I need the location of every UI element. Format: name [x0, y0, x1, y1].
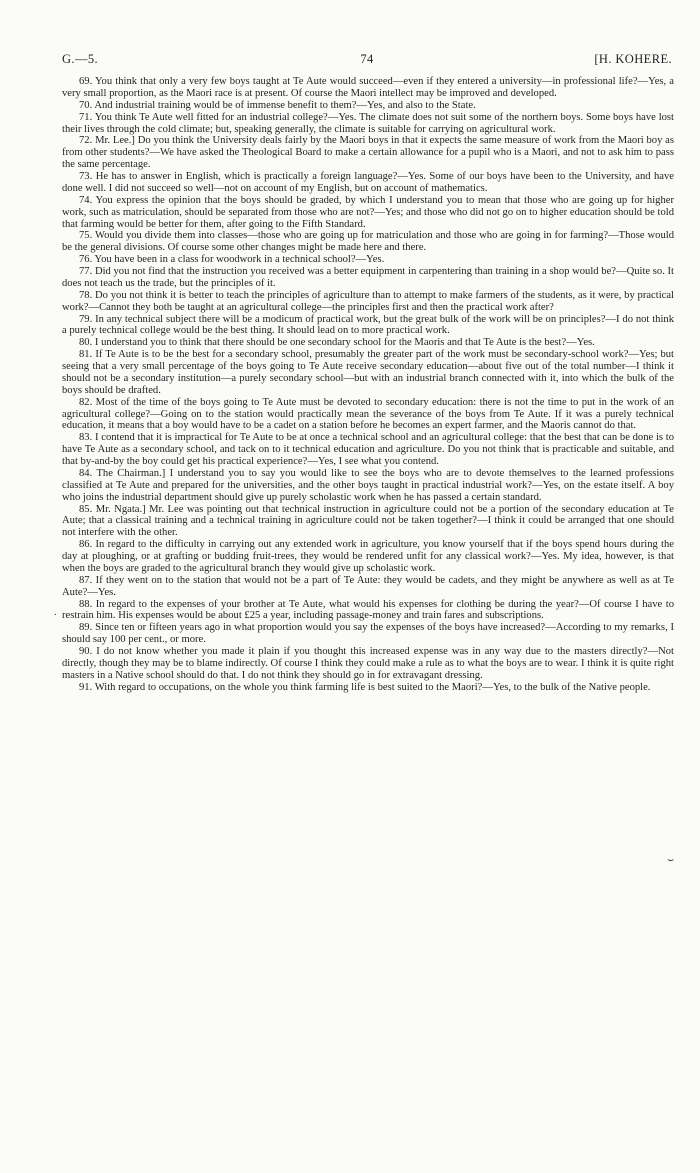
question-answer-text: And industrial training would be of immense benefit to them?—Yes, and also to the State. — [94, 99, 476, 111]
question-number: 84. — [79, 467, 93, 479]
question-answer-text: You think Te Aute well fitted for an industrial college?—Yes. The climate does not suit some of the northern boys. Some boys have lost their lives through the cold climate; but, speaking generally, the climate is suitable for carrying on agricultural work. — [62, 111, 674, 135]
question-number: 86. — [79, 539, 93, 551]
question-paragraph — [62, 622, 674, 646]
question-paragraph — [62, 230, 674, 254]
question-answer-text: I understand you to think that there should be one secondary school for the Maoris and that Te Aute is the best?—Yes. — [94, 337, 595, 349]
question-number: 71. — [79, 111, 93, 123]
page-number: 74 — [360, 52, 374, 66]
question-paragraph — [62, 646, 674, 682]
margin-mark: ⌣ — [667, 854, 675, 866]
margin-mark: . — [54, 606, 57, 618]
question-paragraph — [62, 599, 674, 623]
question-number: 79. — [79, 313, 93, 325]
question-paragraph — [62, 539, 674, 575]
question-answer-text: You have been in a class for woodwork in a technical school?—Yes. — [94, 254, 385, 266]
question-answer-text: You express the opinion that the boys should be graded, by which I understand you to mean that those who are going up for higher work, such as matriculation, should be separated from those who are not?—Yes; and those who did not go on to higher education should be told that farming would be better for them, after going to the Fifth Standard. — [62, 194, 674, 230]
question-number: 88. — [79, 598, 93, 610]
question-paragraph — [62, 266, 674, 290]
question-paragraph — [62, 112, 674, 136]
question-number: 73. — [79, 171, 93, 182]
question-number: 74. — [79, 194, 93, 206]
question-paragraph — [62, 468, 674, 504]
question-answer-text: The Chairman.] I understand you to say you would like to see the boys who are to devote themselves to the learned professions classified at Te Aute and prepared for the universities, and the other boys taught in practical industrial work?—Yes, on the estate itself. A boy who joins the industrial department should give up purely scholastic work when he has passed a certain standard. — [62, 467, 674, 503]
question-number: 69. — [79, 76, 93, 87]
question-number: 91. — [79, 681, 93, 693]
question-answer-text: Mr. Ngata.] Mr. Lee was pointing out that technical instruction in agriculture could not be a portion of the secondary education at Te Aute; that a classical training and a technical training in agriculture could not be taken together?—I think it could be arranged that one should not interfere with the other. — [62, 503, 674, 539]
question-answer-text: If they went on to the station that would not be a part of Te Aute: they would be cadets, and they might be anywhere as well as at Te Aute?—Yes. — [62, 574, 674, 598]
question-answer-text: Did you not find that the instruction you received was a better equipment in carpentering than training in a shop would be?—Quite so. It does not teach us the trade, but the principles of it. — [62, 266, 675, 289]
question-paragraph — [62, 135, 674, 171]
question-answer-text: Mr. Lee.] Do you think the University deals fairly by the Maori boys in that it expects the same measure of work from the Maori boy as from other students?—We have asked the Theological Board to make a certain allowance for a pupil who is a Maori, and not to ask him to pass the same percentage. — [62, 135, 674, 171]
question-number: 76. — [79, 254, 93, 266]
question-answer-text: Would you divide them into classes—those who are going up for matriculation and those who are going in for farming?—Those would be the general divisions. Of course some other changes might be made here and there. — [62, 230, 674, 254]
witness-name: [H. KOHERE. — [594, 52, 672, 66]
question-answer-text: If Te Aute is to be the best for a secondary school, presumably the greater part of the work must be secondary-school work?—Yes; but seeing that a very small percentage of the boys going to Te Aute receive secondary education—about five out of the total number—I think it should not be a secondary institution—a purely secondary school—but with an industrial branch connected with it, into which the bulk of the boys should be drafted. — [62, 349, 674, 396]
question-answer-text: In regard to the difficulty in carrying out any extended work in agriculture, you know yourself that if the boys spend hours during the day at ploughing, or at grafting or budding fruit-trees, they would be rendered unfit for any classical work?—Yes. My idea, however, is that when the boys are graded to the agricultural branch they would give up scholastic work. — [62, 539, 674, 574]
question-answer-text: Since ten or fifteen years ago in what proportion would you say the expenses of the boys have increased?—According to my remarks, I should say 100 per cent., or more. — [62, 622, 674, 646]
question-answer-text: Most of the time of the boys going to Te Aute must be devoted to secondary education: there is not the time to put in the work of an agricultural college?—Going on to the station would practically mean the severance of the boys from Te Aute. If it was a purely technical education, it means that a boy would have to be a cadet on a station before he becomes an expert farmer, and the Maoris cannot do that. — [62, 396, 675, 432]
question-paragraph — [62, 76, 674, 100]
question-number: 70. — [79, 99, 93, 111]
question-paragraph — [62, 575, 674, 599]
question-paragraph — [62, 314, 674, 338]
question-number: 85. — [79, 503, 93, 515]
parliamentary-paper-reference: G.—5. — [62, 52, 99, 66]
question-paragraph — [62, 432, 674, 468]
question-paragraph — [62, 195, 674, 231]
question-paragraph — [62, 682, 674, 694]
question-number: 77. — [79, 266, 93, 277]
question-number: 90. — [79, 646, 93, 657]
question-number: 78. — [79, 289, 93, 301]
question-number: 83. — [79, 432, 93, 444]
question-number: 89. — [79, 622, 93, 634]
question-paragraph — [62, 504, 674, 540]
question-paragraph — [62, 100, 674, 112]
page-body — [62, 76, 674, 694]
question-number: 75. — [79, 230, 93, 242]
question-paragraph — [62, 397, 674, 433]
question-paragraph — [62, 349, 674, 397]
question-answer-text: Do you not think it is better to teach the principles of agriculture than to attempt to make farmers of the students, as it were, by practical work?—Cannot they both be taught at an agricultural college—the principles first and then the practical work after? — [62, 289, 674, 313]
question-answer-text: He has to answer in English, which is practically a foreign language?—Yes. Some of our boys have been to the University, and have done well. I did not succeed so well—not on account of my English, but on account of mathematics. — [62, 171, 674, 194]
question-answer-text: In any technical subject there will be a modicum of practical work, but the great bulk of the work will be on principles?—I do not think a purely technical college would be the best thing. It should lead on to more practical work. — [62, 313, 674, 337]
question-number: 87. — [79, 574, 93, 586]
question-paragraph — [62, 337, 674, 349]
question-answer-text: I contend that it is impractical for Te Aute to be at once a technical school and an agricultural college: that the best that can be done is to have Te Aute as a secondary school, and tack on to it technical education and agriculture. Do you not think that is practicable and suitable, and that by-and-by the boy could get his practical experience?—Yes, I see what you contend. — [62, 432, 674, 467]
question-number: 80. — [79, 337, 93, 349]
question-answer-text: With regard to occupations, on the whole you think farming life is best suited to the Maori?—Yes, to the bulk of the Native people. — [94, 681, 651, 693]
question-number: 82. — [79, 396, 93, 408]
question-answer-text: In regard to the expenses of your brother at Te Aute, what would his expenses for clothing be during the year?—Of course I have to restrain him. His expenses would be about £25 a year, including passage-money and train fares and subscriptions. — [62, 598, 674, 622]
question-number: 72. — [79, 135, 93, 147]
question-paragraph — [62, 171, 674, 195]
question-answer-text: You think that only a very few boys taught at Te Aute would succeed—even if they entered a university—in professional life?—Yes, a very small proportion, as the Maori race is at present. Of course the Maori intellect may be improved and developed. — [62, 76, 674, 99]
question-paragraph — [62, 254, 674, 266]
page-header — [62, 52, 672, 68]
question-answer-text: I do not know whether you made it plain if you thought this increased expense was in any way due to the masters directly?—Not directly, though they may be to blame indirectly. Of course I think they could make a rule as to what the boys are to wear. I think it is quite right masters in a Native school should do that. I do not think they should go in for extravagant dressing. — [62, 646, 674, 681]
question-paragraph — [62, 290, 674, 314]
question-number: 81. — [79, 349, 93, 361]
